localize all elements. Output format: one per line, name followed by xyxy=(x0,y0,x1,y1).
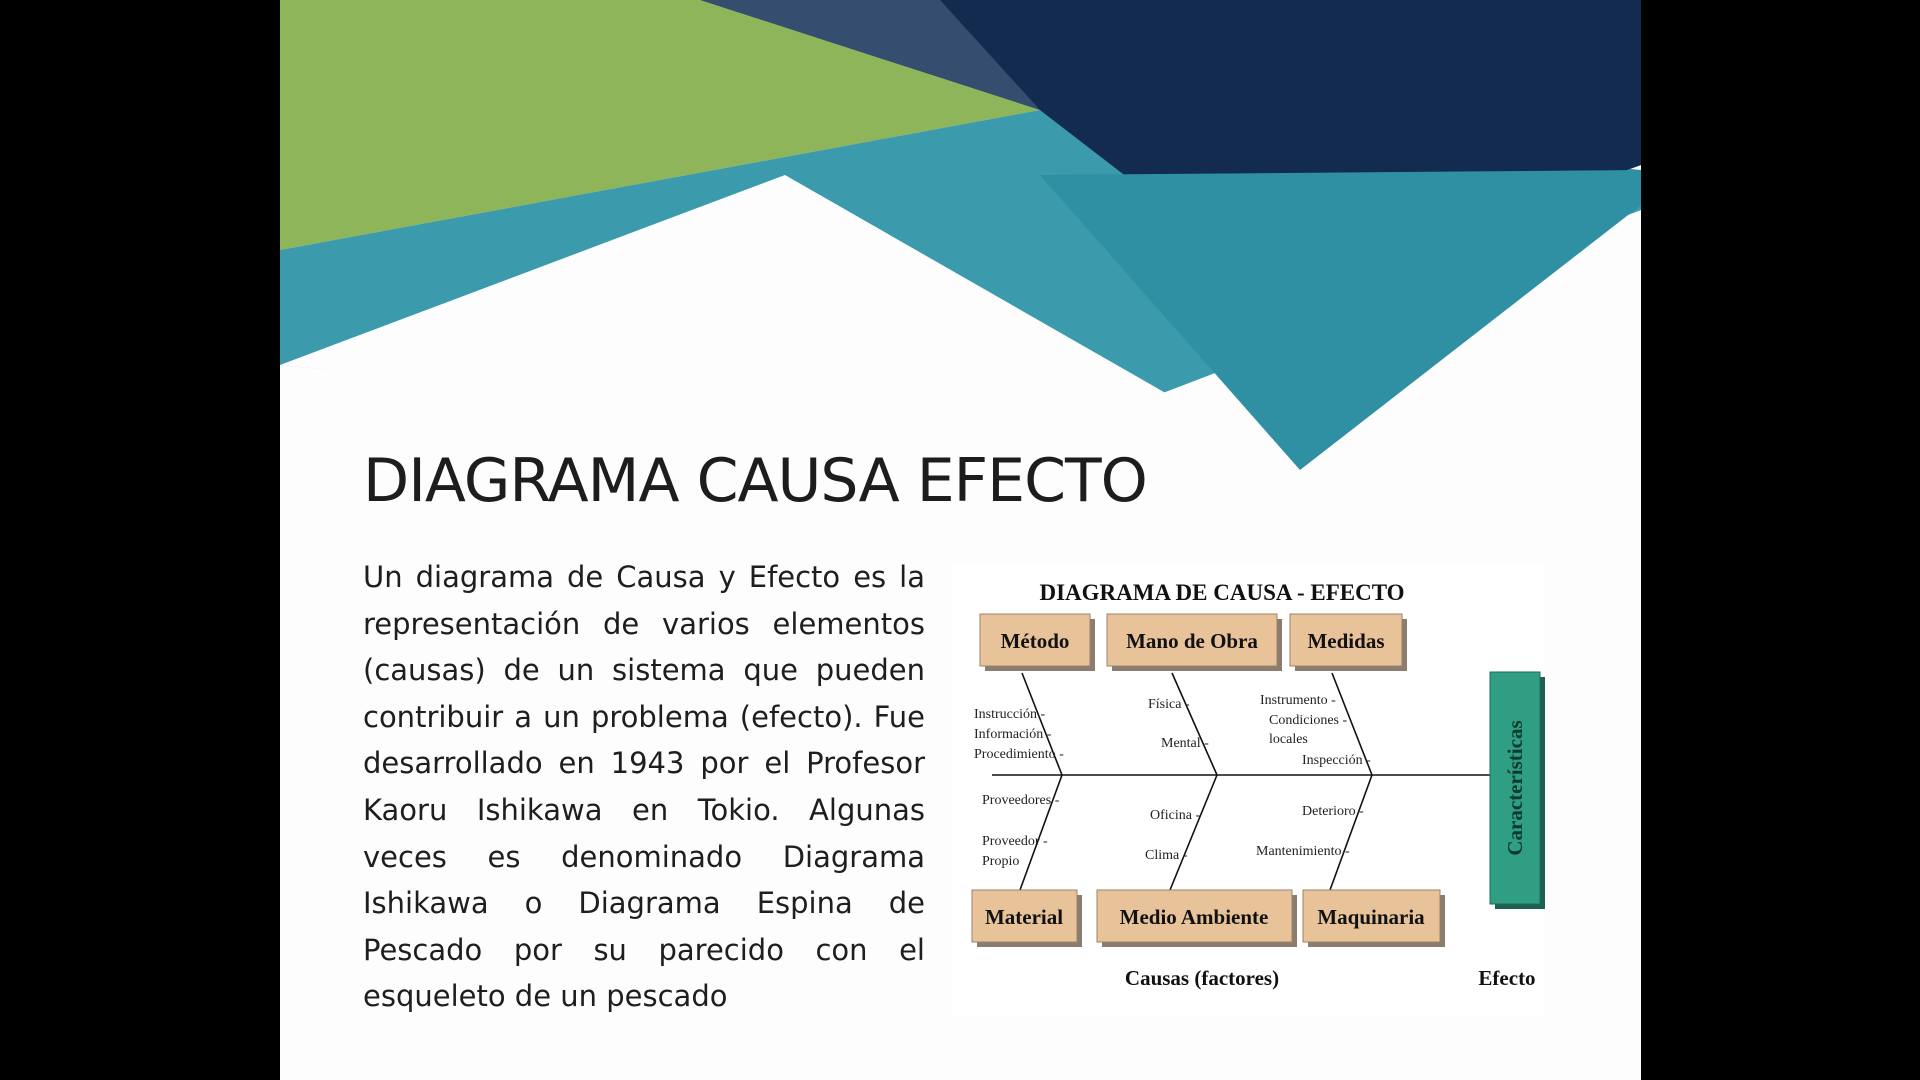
effect-label: Características xyxy=(1503,720,1527,856)
bone-medio-ambiente xyxy=(1170,775,1217,890)
cause-label: Mental - xyxy=(1161,736,1209,751)
fishbone-diagram-panel xyxy=(952,565,1545,1015)
cause-label: locales xyxy=(1269,732,1308,747)
cause-label: Información - xyxy=(974,727,1052,742)
slide-body-text: Un diagrama de Causa y Efecto es la representación de varios elementos (causas) de un sistema que pueden contribuir a un problema (efecto). Fue desarrollado en 1943 por el Profesor Kaoru Ishikawa en Tokio. Algunas veces es denominado Diagrama Ishikawa o Diagrama Espina de Pescado por su parecido con el esqueleto de un pescado xyxy=(363,560,925,1014)
cause-label: Oficina - xyxy=(1150,808,1201,823)
slide-title: DIAGRAMA CAUSA EFECTO xyxy=(363,446,1147,516)
category-label: Maquinaria xyxy=(1317,905,1425,929)
diagram-title: DIAGRAMA DE CAUSA - EFECTO xyxy=(1039,580,1405,605)
category-box-metodo xyxy=(980,614,1095,671)
cause-label: Proveedores - xyxy=(982,793,1060,808)
cause-label: Procedimiento - xyxy=(974,747,1064,762)
cause-label: Deterioro - xyxy=(1302,804,1364,819)
category-label: Medidas xyxy=(1307,629,1385,653)
causes-mano-de-obra xyxy=(1148,697,1209,751)
causes-metodo xyxy=(974,707,1064,762)
category-box-material xyxy=(972,890,1082,947)
causes-material xyxy=(982,793,1060,869)
cause-label: Física - xyxy=(1148,697,1190,712)
category-box-medio-ambiente xyxy=(1097,890,1297,947)
effect-box xyxy=(1490,672,1545,909)
cause-label: Clima - xyxy=(1145,848,1188,863)
cause-label: Inspección - xyxy=(1302,753,1371,768)
fishbone-diagram xyxy=(952,565,1545,1015)
category-label: Medio Ambiente xyxy=(1119,905,1269,929)
category-box-medidas xyxy=(1290,614,1407,671)
causes-caption: Causas (factores) xyxy=(1124,966,1280,990)
category-label: Método xyxy=(1000,629,1070,653)
category-label: Mano de Obra xyxy=(1126,629,1258,653)
bone-maquinaria xyxy=(1330,775,1372,890)
cause-label: Mantenimiento - xyxy=(1256,844,1350,859)
cause-label: Propio xyxy=(982,854,1020,869)
decorative-header-shapes xyxy=(280,0,1641,480)
category-box-mano-de-obra xyxy=(1107,614,1282,671)
category-box-maquinaria xyxy=(1303,890,1445,947)
slide xyxy=(280,0,1641,1080)
cause-label: Instrucción - xyxy=(974,707,1046,722)
cause-label: Proveedor - xyxy=(982,834,1048,849)
category-label: Material xyxy=(984,905,1064,929)
effect-caption: Efecto xyxy=(1478,966,1536,990)
cause-label: Instrumento - xyxy=(1260,693,1336,708)
causes-maquinaria xyxy=(1256,804,1364,859)
bone-mano-de-obra xyxy=(1172,673,1217,775)
cause-label: Condiciones - xyxy=(1269,713,1348,728)
